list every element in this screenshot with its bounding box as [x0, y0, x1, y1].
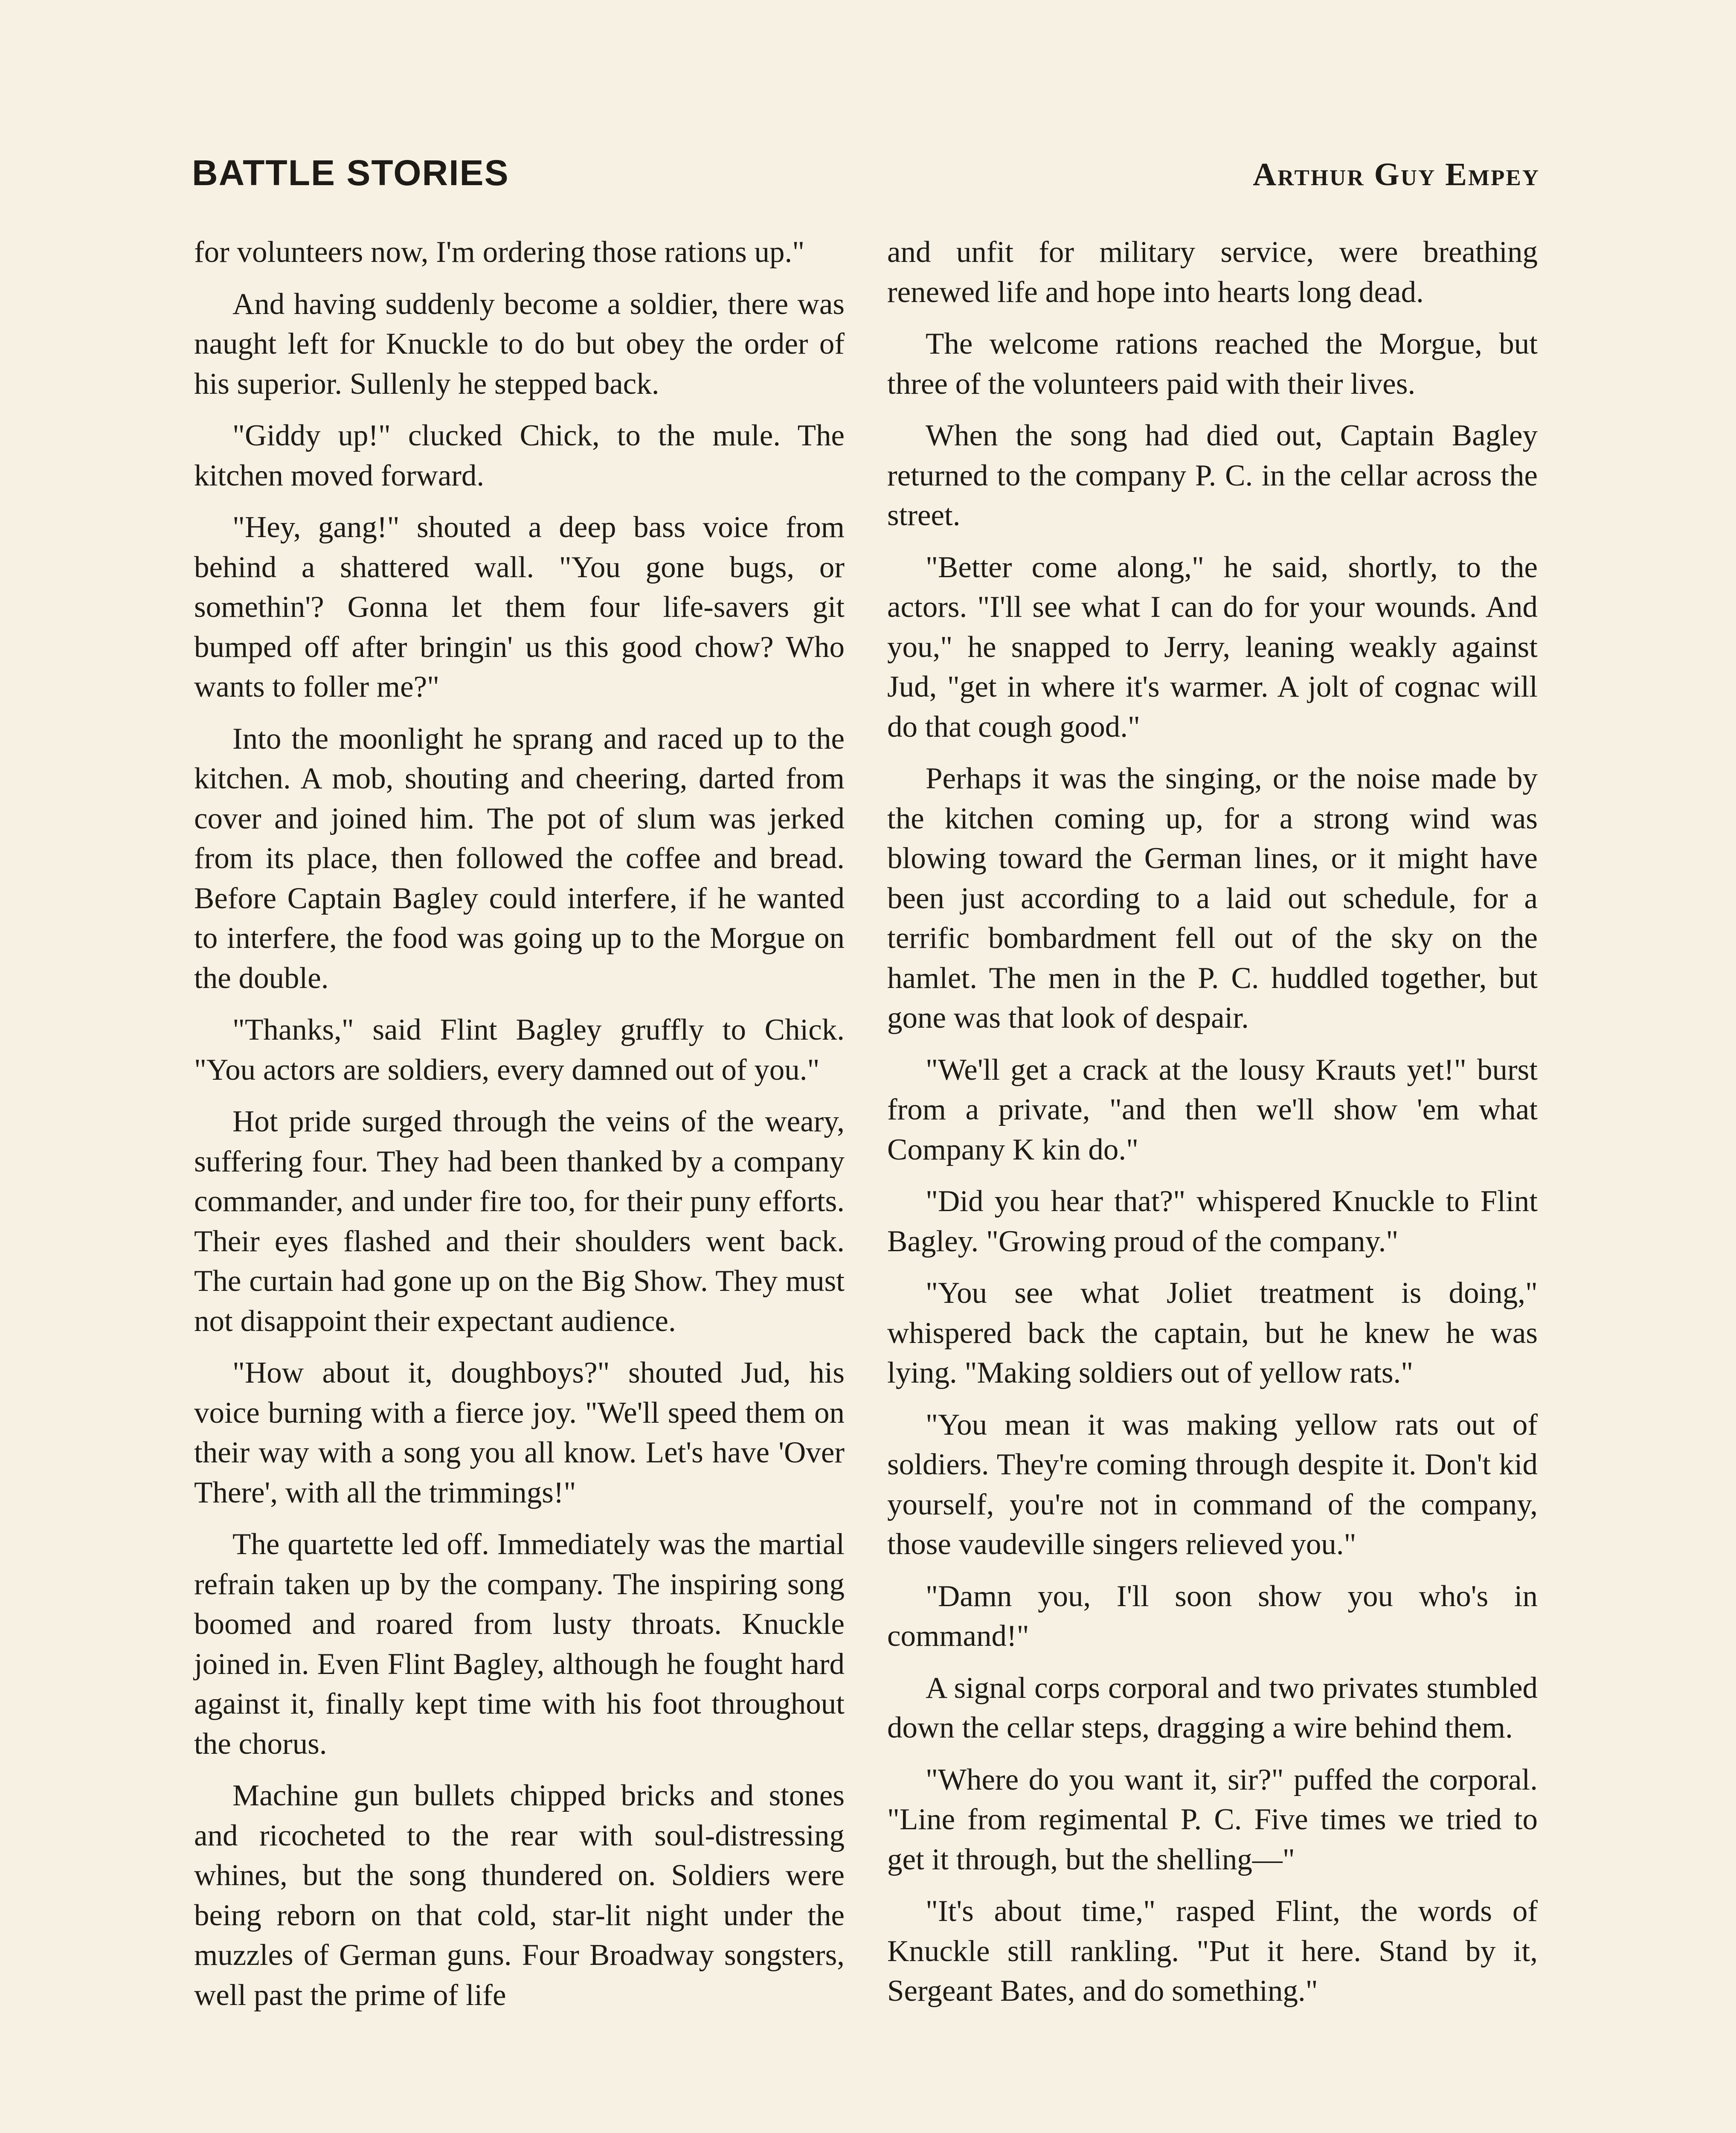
paragraph: "You see what Joliet treatment is doing," whispered back the captain, but he knew he was lying. "Making soldiers out of yellow rats." — [887, 1276, 1538, 1389]
paragraph: The quartette led off. Immediately was the martial refrain taken up by the company. The inspiring song boomed and roared from lusty throats. Knuckle joined in. Even Flint Bagley, although he fought hard against it, finally kept time with his foot throughout the chorus. — [194, 1528, 845, 1761]
paragraph: for volunteers now, I'm ordering those rations up." — [194, 235, 805, 269]
paragraph: Hot pride surged through the veins of the weary, suffering four. They had been thanked by a company commander, and under fire too, for their puny efforts. Their eyes flashed and their shoulders went back. The curtain had gone up on the Big Show. They must not disappoint their expectant audience. — [194, 1105, 845, 1338]
paragraph: Machine gun bullets chipped bricks and stones and ricocheted to the rear with soul-distressing whines, but the song thundered on. Soldiers were being reborn on that cold, star-lit night under the muzzles of German guns. Four Broadway songsters, well past the prime of life — [194, 1779, 845, 2012]
paragraph: and unfit for military service, were breathing renewed life and hope into hearts long dead. — [887, 235, 1538, 309]
paragraph: "We'll get a crack at the lousy Krauts yet!" burst from a private, "and then we'll show 'em what Company K kin do." — [887, 1053, 1538, 1166]
paragraph: When the song had died out, Captain Bagley returned to the company P. C. in the cellar across the street. — [887, 419, 1538, 532]
author-name: Arthur Guy Empey — [1253, 157, 1540, 192]
paragraph: "Better come along," he said, shortly, to the actors. "I'll see what I can do for your wounds. And you," he snapped to Jerry, leaning weakly against Jud, "get in where it's warmer. A jolt of cognac will do that cough good." — [887, 550, 1538, 744]
paragraph: A signal corps corporal and two privates stumbled down the cellar steps, dragging a wire behind them. — [887, 1671, 1538, 1744]
paragraph: "Damn you, I'll soon show you who's in command!" — [887, 1579, 1538, 1653]
paragraph: "Giddy up!" clucked Chick, to the mule. The kitchen moved forward. — [194, 419, 845, 492]
paragraph: Perhaps it was the singing, or the noise made by the kitchen coming up, for a strong wind was blowing toward the German lines, or it might have been just according to a laid out schedule, for a terrific bombardment fell out of the sky on the hamlet. The men in the P. C. huddled together, but gone was that look of despair. — [887, 762, 1538, 1035]
paragraph: The welcome rations reached the Morgue, but three of the volunteers paid with their lives. — [887, 327, 1538, 401]
paragraph: "Thanks," said Flint Bagley gruffly to Chick. "You actors are soldiers, every damned out of you." — [194, 1013, 845, 1087]
paragraph: "How about it, doughboys?" shouted Jud, his voice burning with a fierce joy. "We'll speed them on their way with a song you all know. Let's have 'Over There', with all the trimmings!" — [194, 1356, 845, 1509]
left-column — [194, 232, 845, 2027]
paragraph: "You mean it was making yellow rats out of soldiers. They're coming through despite it. Don't kid yourself, you're not in command of the company, those vaudeville singers relieved you." — [887, 1408, 1538, 1561]
running-header — [192, 151, 1540, 203]
paragraph: "Hey, gang!" shouted a deep bass voice from behind a shattered wall. "You gone bugs, or somethin'? Gonna let them four life-savers git bumped off after bringin' us this good chow? Who wants to foller me?" — [194, 511, 845, 703]
magazine-title: BATTLE STORIES — [192, 153, 509, 193]
right-column — [887, 232, 1538, 2023]
paragraph: "Did you hear that?" whispered Knuckle to Flint Bagley. "Growing proud of the company." — [887, 1185, 1538, 1258]
paragraph: "Where do you want it, sir?" puffed the corporal. "Line from regimental P. C. Five times we tried to get it through, but the shelling—" — [887, 1763, 1538, 1876]
paragraph: "It's about time," rasped Flint, the words of Knuckle still rankling. "Put it here. Stand by it, Sergeant Bates, and do something." — [887, 1895, 1538, 2008]
paragraph: Into the moonlight he sprang and raced up to the kitchen. A mob, shouting and cheering, darted from cover and joined him. The pot of slum was jerked from its place, then followed the coffee and bread. Before Captain Bagley could interfere, if he wanted to interfere, the food was going up to the Morgue on the double. — [194, 722, 845, 995]
paragraph: And having suddenly become a soldier, there was naught left for Knuckle to do but obey the order of his superior. Sullenly he stepped back. — [194, 287, 845, 401]
